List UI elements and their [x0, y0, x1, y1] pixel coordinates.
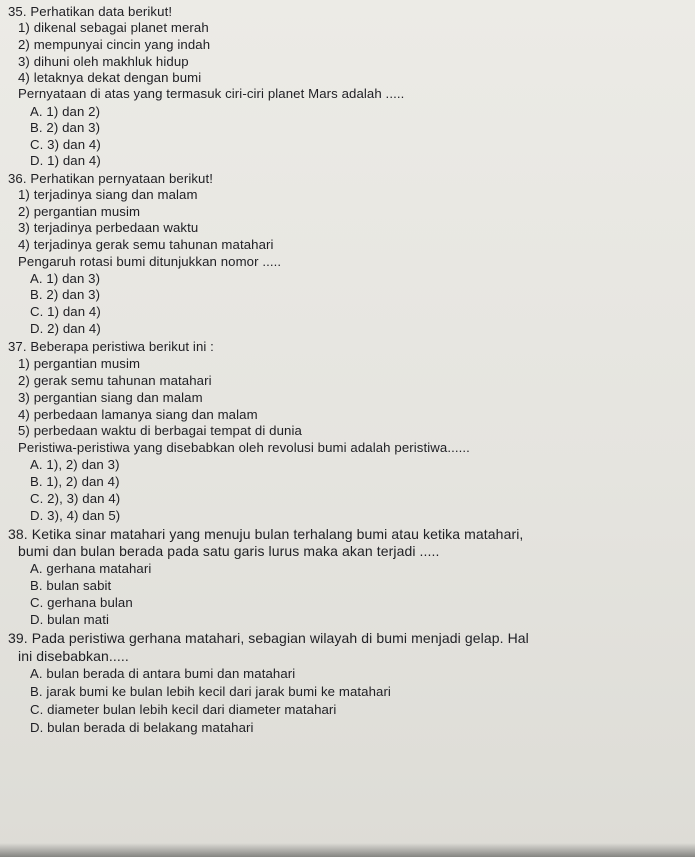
question-36-statement: 2) pergantian musim: [18, 204, 141, 219]
question-36-option-b[interactable]: B. 2) dan 3): [30, 287, 101, 302]
page-bottom-shadow: [0, 843, 695, 857]
question-38-option-a[interactable]: A. gerhana matahari: [30, 561, 152, 576]
question-36-statement: 1) terjadinya siang dan malam: [18, 187, 198, 202]
question-36-intro: 36. Perhatikan pernyataan berikut!: [8, 171, 214, 186]
question-38-intro-continued: bumi dan bulan berada pada satu garis lurus maka akan terjadi .....: [18, 543, 440, 559]
question-36-option-a[interactable]: A. 1) dan 3): [30, 271, 101, 286]
question-36-option-d[interactable]: D. 2) dan 4): [30, 321, 101, 336]
question-39-option-c[interactable]: C. diameter bulan lebih kecil dari diameter matahari: [30, 702, 337, 717]
question-35-option-d[interactable]: D. 1) dan 4): [30, 153, 101, 168]
question-37-statement: 1) pergantian musim: [18, 356, 141, 371]
question-36-statement: 3) terjadinya perbedaan waktu: [18, 220, 199, 235]
question-37-statement: 4) perbedaan lamanya siang dan malam: [18, 407, 258, 422]
question-37-prompt: Peristiwa-peristiwa yang disebabkan oleh revolusi bumi adalah peristiwa......: [18, 440, 470, 455]
question-39-option-b[interactable]: B. jarak bumi ke bulan lebih kecil dari jarak bumi ke matahari: [30, 684, 391, 699]
question-35-statement: 1) dikenal sebagai planet merah: [18, 20, 209, 35]
question-37-statement: 5) perbedaan waktu di berbagai tempat di dunia: [18, 423, 302, 438]
question-39-intro-continued: ini disebabkan.....: [18, 648, 129, 664]
question-35-statement: 2) mempunyai cincin yang indah: [18, 37, 211, 52]
question-35-intro: 35. Perhatikan data berikut!: [8, 4, 173, 19]
question-35-option-a[interactable]: A. 1) dan 2): [30, 104, 101, 119]
question-37-option-b[interactable]: B. 1), 2) dan 4): [30, 474, 120, 489]
question-35-statement: 4) letaknya dekat dengan bumi: [18, 70, 202, 85]
question-35-statement: 3) dihuni oleh makhluk hidup: [18, 54, 189, 69]
question-37-intro: 37. Beberapa peristiwa berikut ini :: [8, 339, 214, 354]
question-38-option-b[interactable]: B. bulan sabit: [30, 578, 112, 593]
question-36-prompt: Pengaruh rotasi bumi ditunjukkan nomor .....: [18, 254, 282, 269]
question-35-option-b[interactable]: B. 2) dan 3): [30, 120, 101, 135]
question-36-option-c[interactable]: C. 1) dan 4): [30, 304, 101, 319]
question-39-option-d[interactable]: D. bulan berada di belakang matahari: [30, 720, 254, 735]
question-39-option-a[interactable]: A. bulan berada di antara bumi dan matahari: [30, 666, 296, 681]
question-38-option-c[interactable]: C. gerhana bulan: [30, 595, 133, 610]
question-37-statement: 3) pergantian siang dan malam: [18, 390, 203, 405]
question-38-intro: 38. Ketika sinar matahari yang menuju bulan terhalang bumi atau ketika matahari,: [8, 526, 524, 542]
question-37-statement: 2) gerak semu tahunan matahari: [18, 373, 212, 388]
question-35-option-c[interactable]: C. 3) dan 4): [30, 137, 101, 152]
question-35-prompt: Pernyataan di atas yang termasuk ciri-ciri planet Mars adalah .....: [18, 86, 405, 101]
question-37-option-a[interactable]: A. 1), 2) dan 3): [30, 457, 120, 472]
question-37-option-c[interactable]: C. 2), 3) dan 4): [30, 491, 121, 506]
question-37-option-d[interactable]: D. 3), 4) dan 5): [30, 508, 121, 523]
question-36-statement: 4) terjadinya gerak semu tahunan matahari: [18, 237, 274, 252]
question-39-intro: 39. Pada peristiwa gerhana matahari, sebagian wilayah di bumi menjadi gelap. Hal: [8, 630, 529, 646]
question-38-option-d[interactable]: D. bulan mati: [30, 612, 109, 627]
